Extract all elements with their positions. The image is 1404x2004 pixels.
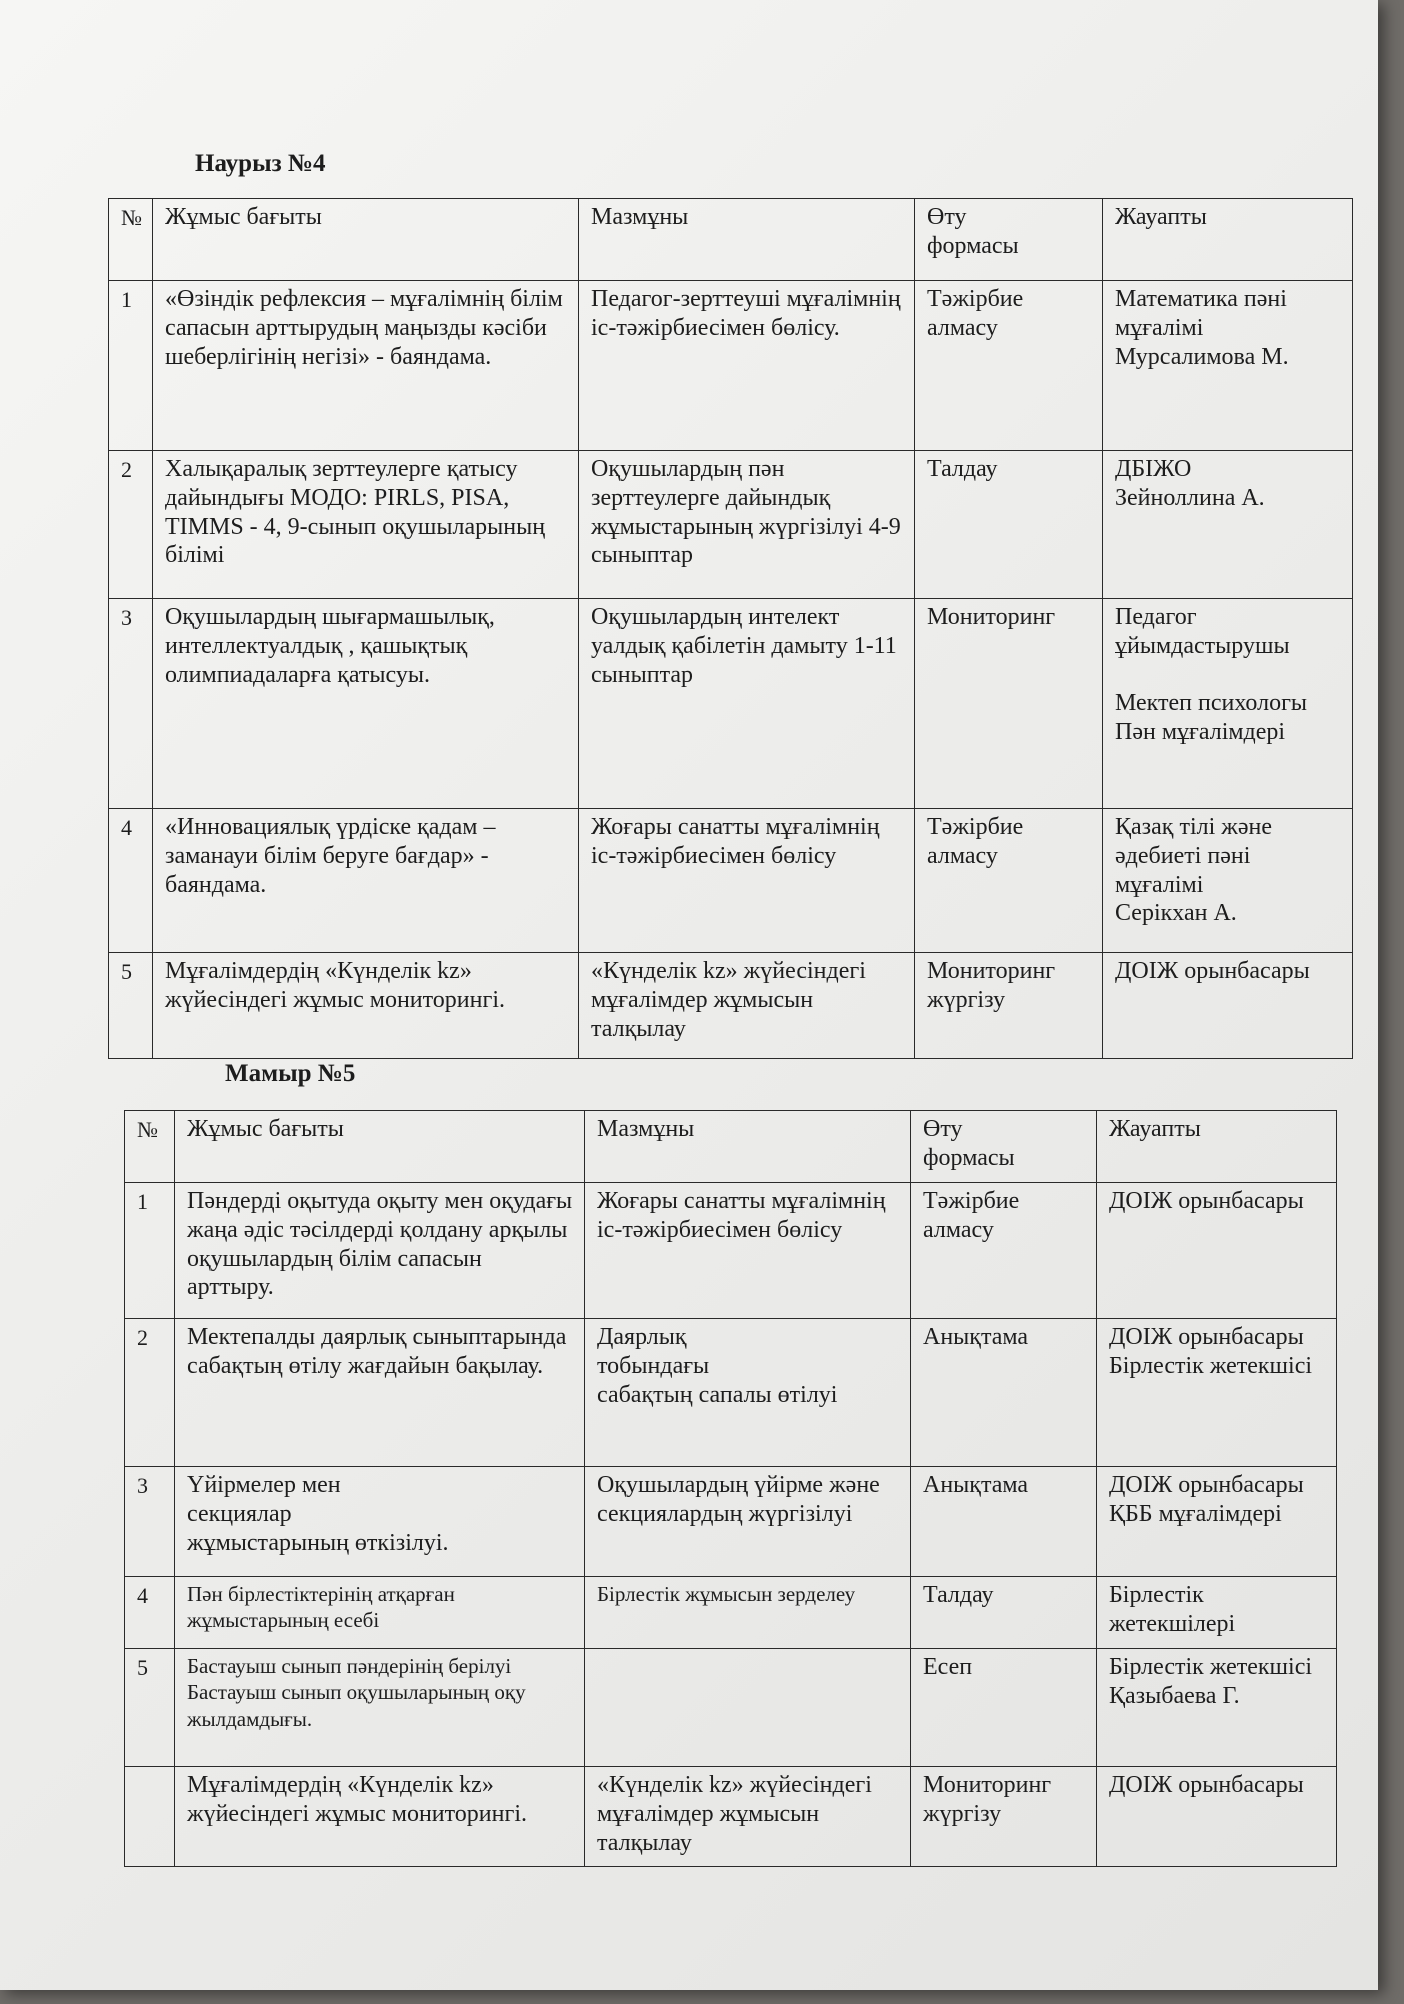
table-row (125, 1183, 1337, 1319)
row-responsible: ДОІЖ орынбасары (1097, 1183, 1337, 1319)
row-form: Талдау (911, 1577, 1097, 1649)
table-row (125, 1649, 1337, 1767)
row-number: 5 (125, 1649, 175, 1767)
row-number: 1 (109, 281, 153, 451)
table-row (109, 953, 1353, 1059)
row-number (125, 1767, 175, 1867)
row-number: 4 (125, 1577, 175, 1649)
march-heading: Наурыз №4 (195, 150, 326, 177)
row-content: Бірлестік жұмысын зерделеу (585, 1577, 911, 1649)
table-row (109, 451, 1353, 599)
row-form: Мониторинг (915, 599, 1103, 809)
row-direction: «Инновациялық үрдіске қадам – заманауи білім беруге бағдар» - баяндама. (153, 809, 579, 953)
row-content: Даярлық тобындағы сабақтың сапалы өтілуі (585, 1319, 911, 1467)
row-content: Оқушылардың үйірме және секциялардың жүргізілуі (585, 1467, 911, 1577)
row-direction: Оқушылардың шығармашылық, интеллектуалдық , қашықтық олимпиадаларға қатысуы. (153, 599, 579, 809)
table-row (109, 599, 1353, 809)
header-content: Мазмұны (585, 1111, 911, 1183)
row-direction: Мектепалды даярлық сыныптарында сабақтың өтілу жағдайын бақылау. (175, 1319, 585, 1467)
row-form: Мониторинг жүргізу (915, 953, 1103, 1059)
row-responsible: ДОІЖ орынбасары (1103, 953, 1353, 1059)
header-responsible: Жауапты (1103, 199, 1353, 281)
row-form: Тәжірбие алмасу (915, 809, 1103, 953)
row-content (585, 1649, 911, 1767)
table-row (125, 1577, 1337, 1649)
row-form: Тәжірбие алмасу (915, 281, 1103, 451)
row-direction: «Өзіндік рефлексия – мұғалімнің білім сапасын арттырудың маңызды кәсіби шеберлігінің негізі» - баяндама. (153, 281, 579, 451)
row-content: Оқушылардың интелект уалдық қабілетін дамыту 1-11 сыныптар (579, 599, 915, 809)
header-responsible: Жауапты (1097, 1111, 1337, 1183)
row-responsible: ДБІЖО Зейноллина А. (1103, 451, 1353, 599)
may-heading: Мамыр №5 (225, 1060, 356, 1087)
row-content: Педагог-зерттеуші мұғалімнің іс-тәжірбиесімен бөлісу. (579, 281, 915, 451)
header-number: № (109, 199, 153, 281)
row-content: Жоғары санатты мұғалімнің іс-тәжірбиесімен бөлісу (585, 1183, 911, 1319)
table-header-row (109, 199, 1353, 281)
table-row (109, 281, 1353, 451)
table-row (125, 1467, 1337, 1577)
header-number: № (125, 1111, 175, 1183)
row-responsible: ДОІЖ орынбасары (1097, 1767, 1337, 1867)
row-form: Анықтама (911, 1319, 1097, 1467)
header-form: Өту формасы (911, 1111, 1097, 1183)
row-responsible: Педагог ұйымдастырушы Мектеп психологы Пән мұғалімдері (1103, 599, 1353, 809)
row-content: Жоғары санатты мұғалімнің іс-тәжірбиесімен бөлісу (579, 809, 915, 953)
header-direction: Жұмыс бағыты (153, 199, 579, 281)
row-content: «Күнделік kz» жүйесіндегі мұғалімдер жұмысын талқылау (579, 953, 915, 1059)
row-content: Оқушылардың пән зерттеулерге дайындық жұмыстарының жүргізілуі 4-9 сыныптар (579, 451, 915, 599)
row-form: Анықтама (911, 1467, 1097, 1577)
row-responsible: Бірлестік жетекшілері (1097, 1577, 1337, 1649)
row-direction: Мұғалімдердің «Күнделік kz» жүйесіндегі жұмыс мониторингі. (175, 1767, 585, 1867)
row-responsible: ДОІЖ орынбасары Бірлестік жетекшісі (1097, 1319, 1337, 1467)
row-form: Талдау (915, 451, 1103, 599)
header-direction: Жұмыс бағыты (175, 1111, 585, 1183)
header-content: Мазмұны (579, 199, 915, 281)
row-number: 1 (125, 1183, 175, 1319)
row-number: 2 (109, 451, 153, 599)
row-direction: Пәндерді оқытуда оқыту мен оқудағы жаңа әдіс тәсілдерді қолдану арқылы оқушылардың білім сапасын арттыру. (175, 1183, 585, 1319)
row-direction: Пән бірлестіктерінің атқарған жұмыстарының есебі (175, 1577, 585, 1649)
row-responsible: ДОІЖ орынбасары ҚББ мұғалімдері (1097, 1467, 1337, 1577)
may-plan-table (124, 1110, 1337, 1867)
row-number: 2 (125, 1319, 175, 1467)
header-form: Өту формасы (915, 199, 1103, 281)
row-number: 4 (109, 809, 153, 953)
row-form: Есеп (911, 1649, 1097, 1767)
row-number: 5 (109, 953, 153, 1059)
row-direction: Бастауыш сынып пәндерінің берілуі Бастауыш сынып оқушыларының оқу жылдамдығы. (175, 1649, 585, 1767)
march-plan-table (108, 198, 1353, 1059)
row-number: 3 (109, 599, 153, 809)
row-form: Мониторинг жүргізу (911, 1767, 1097, 1867)
row-responsible: Бірлестік жетекшісі Қазыбаева Г. (1097, 1649, 1337, 1767)
row-direction: Мұғалімдердің «Күнделік kz» жүйесіндегі жұмыс мониторингі. (153, 953, 579, 1059)
row-number: 3 (125, 1467, 175, 1577)
table-row (125, 1319, 1337, 1467)
row-responsible: Математика пәні мұғалімі Мурсалимова М. (1103, 281, 1353, 451)
table-row (125, 1767, 1337, 1867)
row-responsible: Қазақ тілі және әдебиеті пәні мұғалімі Серікхан А. (1103, 809, 1353, 953)
row-direction: Үйірмелер мен секциялар жұмыстарының өткізілуі. (175, 1467, 585, 1577)
table-row (109, 809, 1353, 953)
row-content: «Күнделік kz» жүйесіндегі мұғалімдер жұмысын талқылау (585, 1767, 911, 1867)
row-direction: Халықаралық зерттеулерге қатысу дайындығы МОДО: PIRLS, PISA, TIMMS - 4, 9-сынып оқушыларының білімі (153, 451, 579, 599)
table-header-row (125, 1111, 1337, 1183)
row-form: Тәжірбие алмасу (911, 1183, 1097, 1319)
